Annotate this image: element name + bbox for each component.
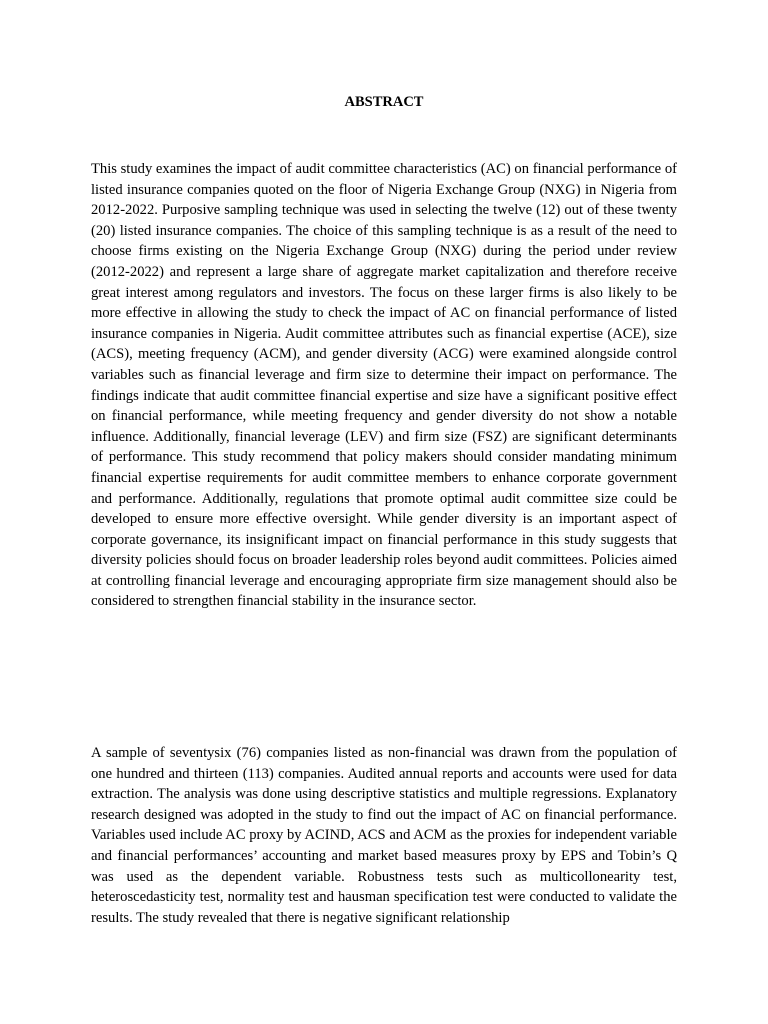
abstract-paragraph-2: A sample of seventysix (76) companies listed as non-financial was drawn from the population of one hundred and thirteen (113) companies. Audited annual reports and accounts were used for data extraction. The analysis was done using descriptive statistics and multiple regressions. Explanatory research designed was adopted in the study to find out the impact of AC on financial performance. Variables used include AC proxy by ACIND, ACS and ACM as the proxies for independent variable and financial performances’ accounting and market based measures proxy by EPS and Tobin’s Q was used as the dependent variable. Robustness tests such as multicollonearity test, heteroscedasticity test, normality test and hausman specification test were conducted to validate the results. The study revealed that there is negative significant relationship: [91, 745, 677, 926]
abstract-heading: ABSTRACT: [344, 94, 424, 110]
abstract-paragraph-1: This study examines the impact of audit committee characteristics (AC) on financial performance of listed insurance companies quoted on the floor of Nigeria Exchange Group (NXG) in Nigeria from 2012-2022. Purposive sampling technique was used in selecting the twelve (12) out of these twenty (20) listed insurance companies. The choice of this sampling technique is as a result of the need to choose firms existing on the Nigeria Exchange Group (NXG) during the period under review (2012-2022) and represent a large share of aggregate market capitalization and therefore receive great interest among regulators and investors. The focus on these larger firms is also likely to be more effective in allowing the study to check the impact of AC on financial performance of listed insurance companies in Nigeria. Audit committee attributes such as financial expertise (ACE), size (ACS), meeting frequency (ACM), and gender diversity (ACG) were examined alongside control variables such as financial leverage and firm size to determine their impact on performance. The findings indicate that audit committee financial expertise and size have a significant positive effect on financial performance, while meeting frequency and gender diversity do not show a notable influence. Additionally, financial leverage (LEV) and firm size (FSZ) are significant determinants of performance. This study recommend that policy makers should consider mandating minimum financial expertise requirements for audit committee members to enhance corporate government and performance. Additionally, regulations that promote optimal audit committee size could be developed to ensure more effective oversight. While gender diversity is an important aspect of corporate governance, its insignificant impact on financial performance in this study suggests that diversity policies should focus on broader leadership roles beyond audit committees. Policies aimed at controlling financial leverage and encouraging appropriate firm size management should also be considered to strengthen financial stability in the insurance sector.: [91, 161, 677, 610]
